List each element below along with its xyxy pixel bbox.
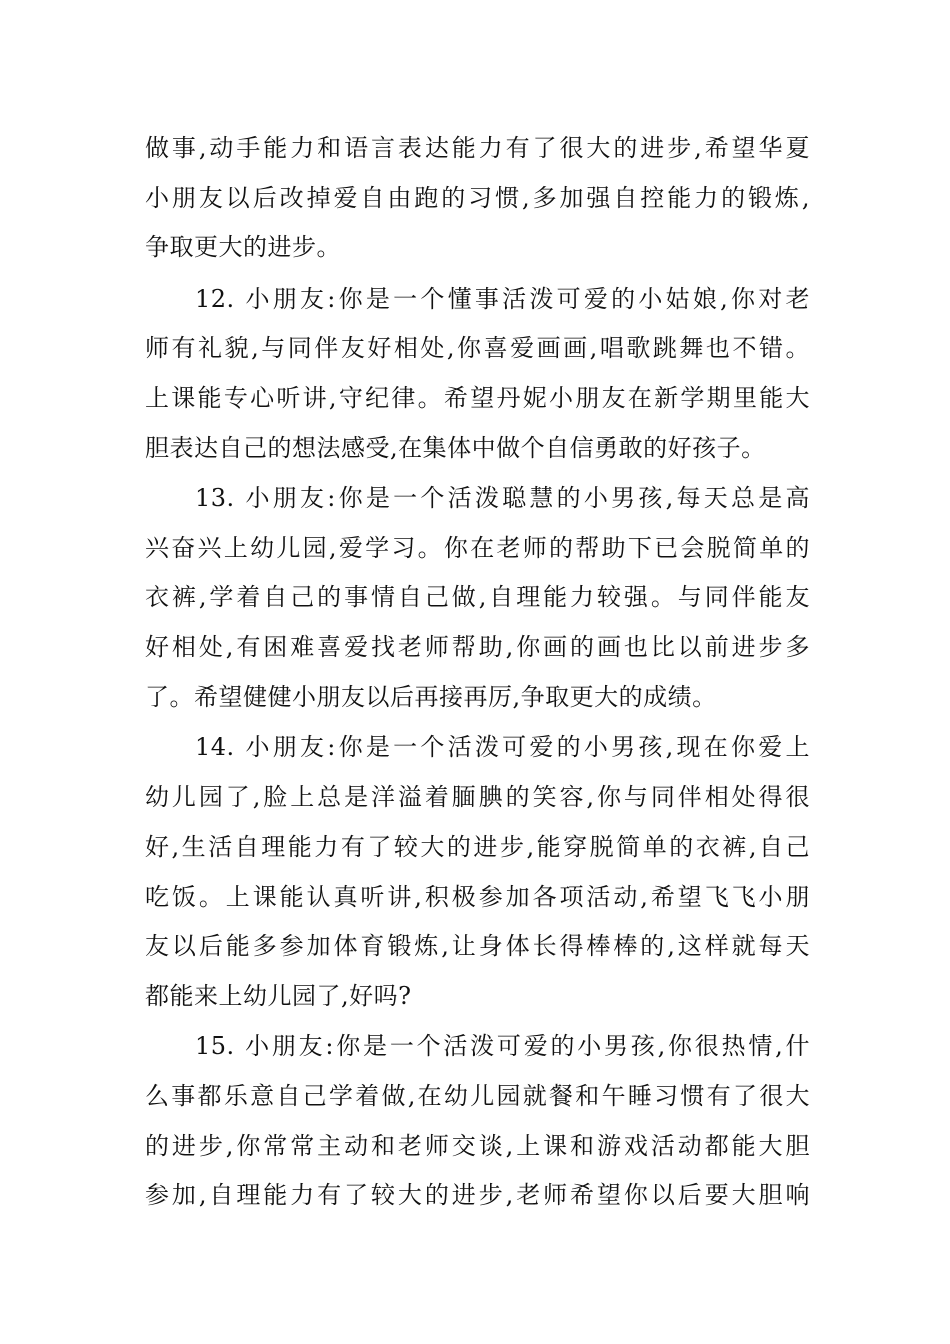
text-line: 了。希望健健小朋友以后再接再厉,争取更大的成绩。 xyxy=(145,683,717,711)
paragraph-start-line: 15. 小朋友:你是一个活泼可爱的小男孩,你很热情,什 xyxy=(195,1032,810,1060)
text-line: 兴奋兴上幼儿园,爱学习。你在老师的帮助下已会脱简单的 xyxy=(145,534,810,562)
text-line: 争取更大的进步。 xyxy=(145,233,341,261)
text-line: 吃饭。上课能认真听讲,积极参加各项活动,希望飞飞小朋 xyxy=(145,883,810,911)
paragraph-start-line: 13. 小朋友:你是一个活泼聪慧的小男孩,每天总是高 xyxy=(195,484,810,512)
text-line: 小朋友以后改掉爱自由跑的习惯,多加强自控能力的锻炼, xyxy=(145,184,810,212)
text-line: 上课能专心听讲,守纪律。希望丹妮小朋友在新学期里能大 xyxy=(145,384,810,412)
text-line: 胆表达自己的想法感受,在集体中做个自信勇敢的好孩子。 xyxy=(145,434,766,462)
text-line: 么事都乐意自己学着做,在幼儿园就餐和午睡习惯有了很大 xyxy=(145,1082,810,1110)
paragraph-start-line: 14. 小朋友:你是一个活泼可爱的小男孩,现在你爱上 xyxy=(195,733,810,761)
text-line: 师有礼貌,与同伴友好相处,你喜爱画画,唱歌跳舞也不错。 xyxy=(145,334,810,362)
text-line: 幼儿园了,脸上总是洋溢着腼腆的笑容,你与同伴相处得很 xyxy=(145,783,810,811)
text-line: 好,生活自理能力有了较大的进步,能穿脱简单的衣裤,自己 xyxy=(145,833,810,861)
text-line: 友以后能多参加体育锻炼,让身体长得棒棒的,这样就每天 xyxy=(145,932,810,960)
text-line: 衣裤,学着自己的事情自己做,自理能力较强。与同伴能友 xyxy=(145,583,810,611)
paragraph-start-line: 12. 小朋友:你是一个懂事活泼可爱的小姑娘,你对老 xyxy=(195,285,810,313)
text-line: 做事,动手能力和语言表达能力有了很大的进步,希望华夏 xyxy=(145,134,810,162)
text-line: 的进步,你常常主动和老师交谈,上课和游戏活动都能大胆 xyxy=(145,1132,810,1160)
text-line: 参加,自理能力有了较大的进步,老师希望你以后要大胆响 xyxy=(145,1181,810,1209)
text-line: 好相处,有困难喜爱找老师帮助,你画的画也比以前进步多 xyxy=(145,633,810,661)
text-line: 都能来上幼儿园了,好吗? xyxy=(145,982,412,1010)
